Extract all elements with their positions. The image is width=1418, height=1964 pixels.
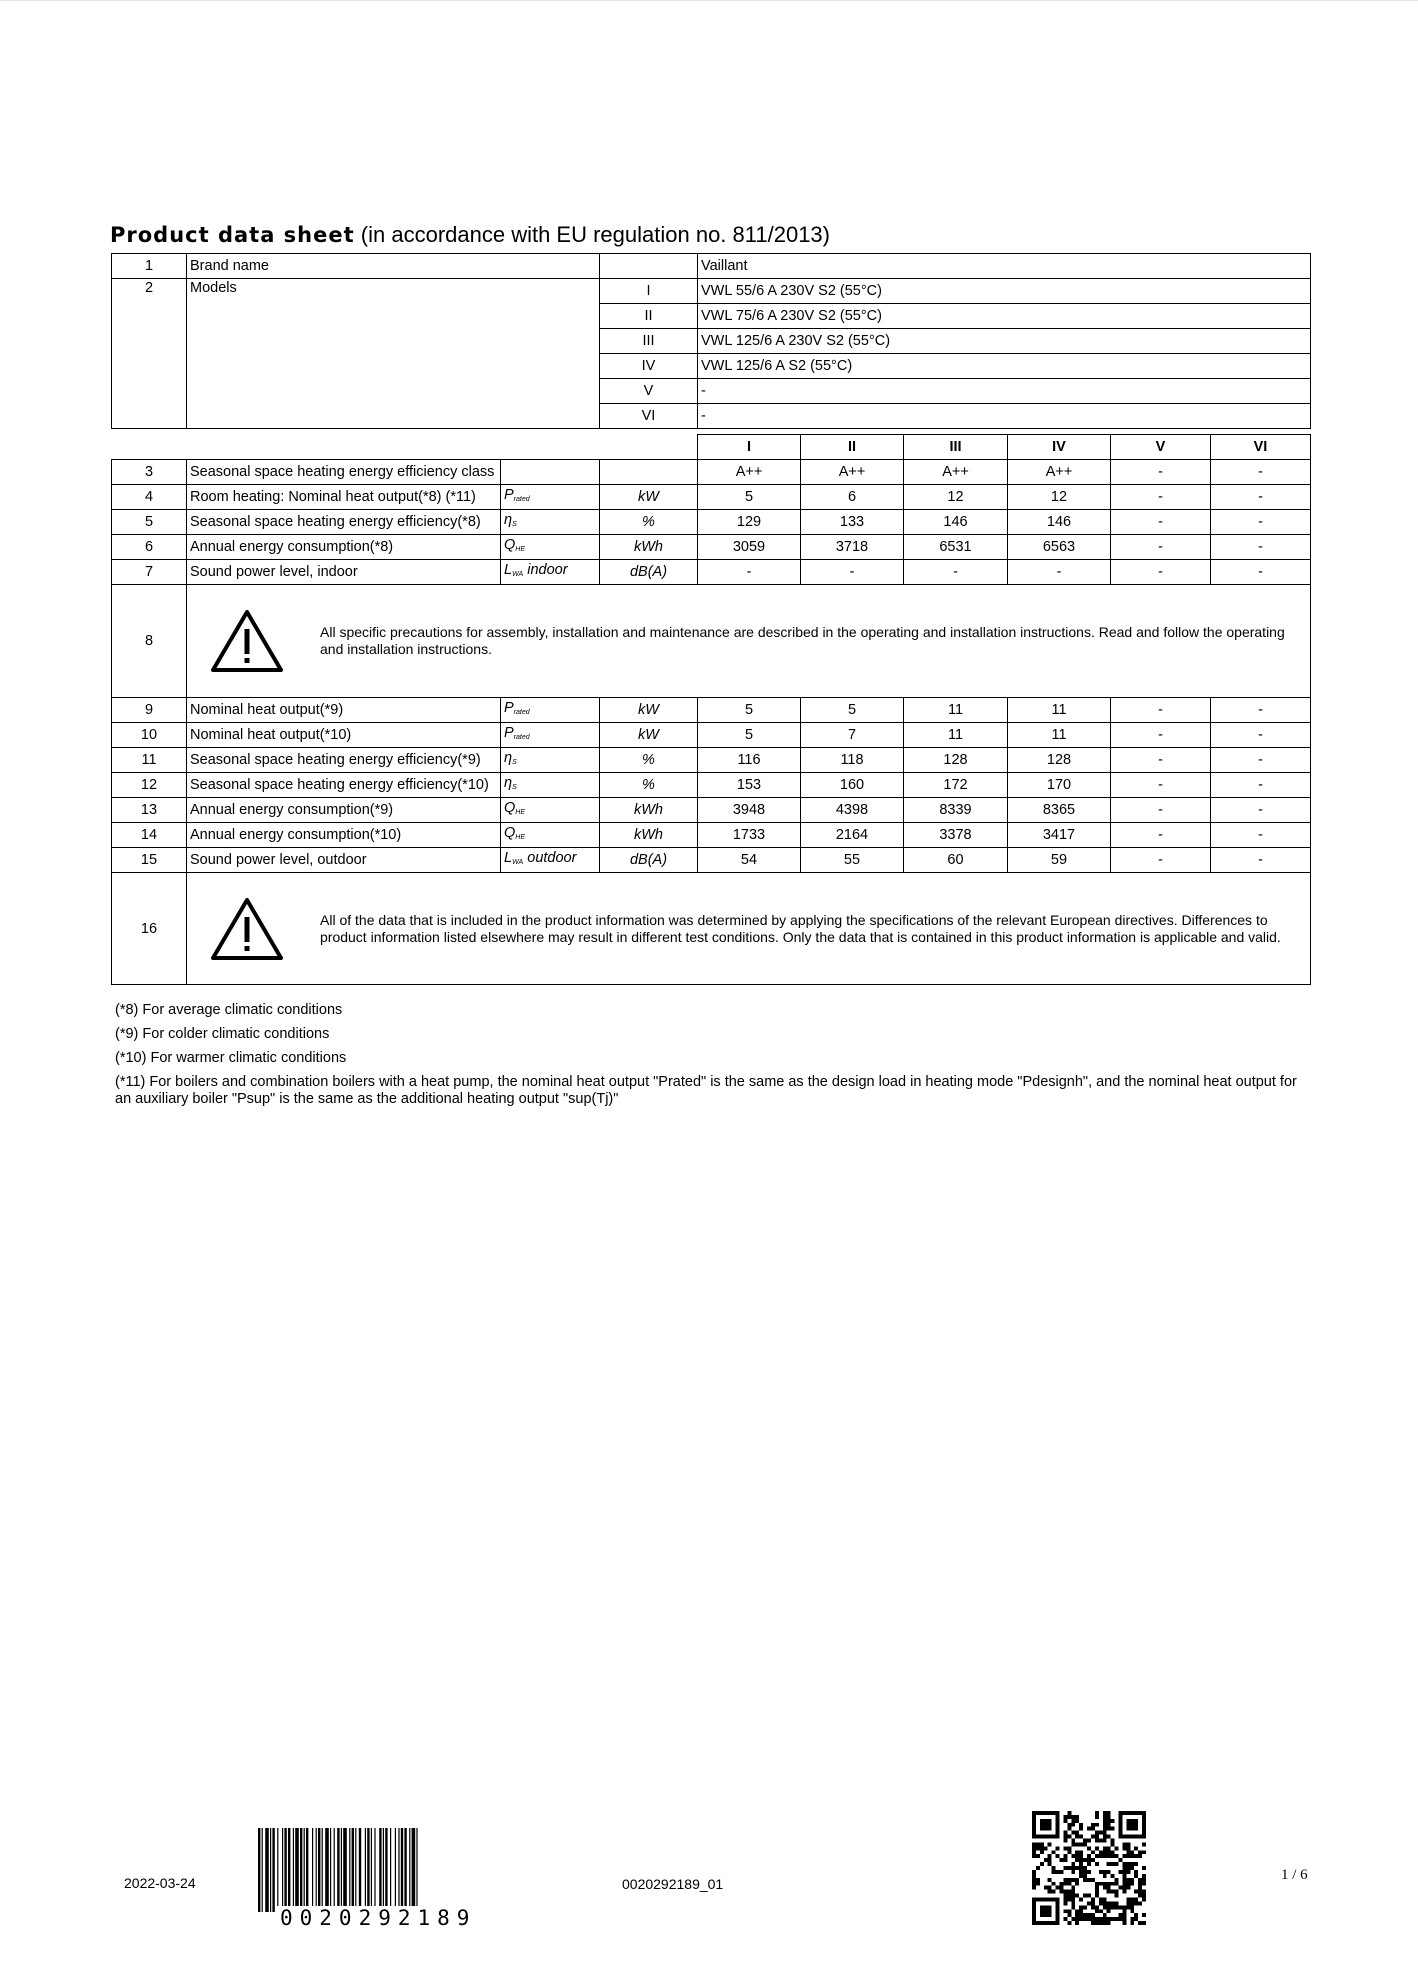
model-roman: IV — [600, 354, 698, 379]
symbol-cell — [501, 698, 600, 723]
symbol-subscript: HE — [515, 808, 526, 816]
top-divider — [0, 0, 1418, 1]
row-number: 14 — [112, 823, 187, 848]
model-name: VWL 125/6 A S2 (55°C) — [698, 354, 1311, 379]
title-sub: (in accordance with EU regulation no. 811/2013) — [360, 222, 830, 247]
model-name: VWL 55/6 A 230V S2 (55°C) — [698, 279, 1311, 304]
row-number: 6 — [112, 535, 187, 560]
row-label: Annual energy consumption(*10) — [187, 823, 501, 848]
blank-header — [501, 435, 600, 460]
value-cell: 12 — [1008, 485, 1111, 510]
value-cell: - — [1111, 748, 1211, 773]
value-cell: - — [1211, 748, 1311, 773]
model-roman: I — [600, 279, 698, 304]
row-number: 5 — [112, 510, 187, 535]
symbol-subscript: HE — [515, 545, 526, 553]
value-cell: - — [904, 560, 1008, 585]
row-label: Annual energy consumption(*9) — [187, 798, 501, 823]
row-number: 10 — [112, 723, 187, 748]
brand-models-table — [111, 253, 1311, 429]
model-name: VWL 75/6 A 230V S2 (55°C) — [698, 304, 1311, 329]
row-label: Room heating: Nominal heat output(*8) (*11) — [187, 485, 501, 510]
warning-triangle-icon — [210, 897, 284, 961]
table-row — [112, 773, 1311, 798]
value-cell: 60 — [904, 848, 1008, 873]
value-cell: 7 — [801, 723, 904, 748]
title-main: Product data sheet — [110, 223, 355, 247]
value-cell: 172 — [904, 773, 1008, 798]
value-cell: - — [1211, 698, 1311, 723]
symbol-subscript: S — [512, 783, 517, 791]
blank-header — [600, 435, 698, 460]
value-cell: 170 — [1008, 773, 1111, 798]
symbol: P — [504, 486, 514, 503]
unit-cell: kW — [600, 485, 698, 510]
symbol-subscript: rated — [513, 708, 530, 716]
symbol-cell — [501, 485, 600, 510]
footnote: (*8) For average climatic conditions — [115, 1002, 343, 1018]
row-label: Nominal heat output(*9) — [187, 698, 501, 723]
warning-row — [112, 873, 1311, 985]
symbol-cell — [501, 823, 600, 848]
value-cell: 11 — [904, 723, 1008, 748]
table-row — [112, 698, 1311, 723]
value-cell: 3718 — [801, 535, 904, 560]
symbol: Q — [504, 824, 516, 841]
value-cell: 128 — [904, 748, 1008, 773]
value-cell: - — [1211, 460, 1311, 485]
table-row — [112, 510, 1311, 535]
symbol-subscript: HE — [515, 833, 526, 841]
value-cell: A++ — [904, 460, 1008, 485]
barcode-icon — [258, 1828, 516, 1912]
symbol: P — [504, 699, 514, 716]
symbol-subscript: WA — [512, 570, 524, 578]
value-cell: 11 — [904, 698, 1008, 723]
value-cell: - — [1111, 723, 1211, 748]
row-number: 8 — [112, 585, 187, 698]
row-number: 4 — [112, 485, 187, 510]
value-cell: 8339 — [904, 798, 1008, 823]
value-cell: - — [1211, 773, 1311, 798]
symbol-cell — [501, 773, 600, 798]
symbol-cell — [501, 535, 600, 560]
value-cell: 6563 — [1008, 535, 1111, 560]
symbol: η — [504, 511, 513, 528]
row-number: 15 — [112, 848, 187, 873]
document-number: 0020292189_01 — [622, 1876, 724, 1892]
rows-group-a — [112, 460, 1311, 585]
value-cell: A++ — [801, 460, 904, 485]
value-cell: - — [1111, 823, 1211, 848]
value-cell: - — [1111, 773, 1211, 798]
warning-cell — [187, 585, 1311, 698]
value-cell: - — [698, 560, 801, 585]
value-cell: 54 — [698, 848, 801, 873]
value-cell: - — [1211, 723, 1311, 748]
unit-cell: % — [600, 510, 698, 535]
symbol-cell — [501, 798, 600, 823]
value-cell: 59 — [1008, 848, 1111, 873]
row-label: Seasonal space heating energy efficiency class — [187, 460, 501, 485]
symbol-cell — [501, 460, 600, 485]
column-header: VI — [1211, 435, 1311, 460]
value-cell: - — [1111, 510, 1211, 535]
value-cell: - — [1111, 848, 1211, 873]
symbol-suffix: outdoor — [523, 849, 577, 866]
symbol-suffix: indoor — [523, 561, 568, 578]
qr-code-icon — [1032, 1811, 1146, 1925]
symbol-subscript: rated — [513, 495, 530, 503]
model-roman: II — [600, 304, 698, 329]
unit-cell: kWh — [600, 823, 698, 848]
unit-cell: % — [600, 773, 698, 798]
row-number: 9 — [112, 698, 187, 723]
table-row — [112, 823, 1311, 848]
row-number: 7 — [112, 560, 187, 585]
value-cell: - — [1211, 485, 1311, 510]
symbol-cell — [501, 748, 600, 773]
row-label: Sound power level, indoor — [187, 560, 501, 585]
value-cell: - — [1111, 535, 1211, 560]
value-cell: 5 — [698, 698, 801, 723]
row-label: Brand name — [187, 254, 600, 279]
footnote: (*11) For boilers and combination boilers with a heat pump, the nominal heat output "Prated" is the same as the design load in heating mode "Pdesignh", and the nominal heat output for an auxiliary boiler "Psup" is the same as the additional heating output "sup(Tj)" — [115, 1074, 1297, 1107]
symbol-subscript: rated — [513, 733, 530, 741]
row-number: 2 — [112, 279, 187, 429]
model-roman: III — [600, 329, 698, 354]
table-row — [112, 748, 1311, 773]
data-table — [111, 434, 1311, 985]
symbol: P — [504, 724, 514, 741]
value-cell: 8365 — [1008, 798, 1111, 823]
value-cell: 146 — [1008, 510, 1111, 535]
unit-cell: kW — [600, 723, 698, 748]
value-cell: - — [1211, 798, 1311, 823]
table-row — [112, 485, 1311, 510]
table-row — [112, 560, 1311, 585]
symbol: Q — [504, 536, 516, 553]
value-cell: - — [1211, 823, 1311, 848]
warning-triangle-icon — [210, 609, 284, 673]
symbol-subscript: WA — [512, 858, 524, 866]
column-header: V — [1111, 435, 1211, 460]
unit-cell: % — [600, 748, 698, 773]
value-cell: 3059 — [698, 535, 801, 560]
value-cell: 6 — [801, 485, 904, 510]
value-cell: A++ — [698, 460, 801, 485]
footnote: (*10) For warmer climatic conditions — [115, 1050, 347, 1066]
value-cell: - — [1211, 560, 1311, 585]
value-cell: 5 — [698, 485, 801, 510]
column-header: III — [904, 435, 1008, 460]
row-label: Seasonal space heating energy efficiency(*9) — [187, 748, 501, 773]
model-name: VWL 125/6 A 230V S2 (55°C) — [698, 329, 1311, 354]
row-number: 3 — [112, 460, 187, 485]
row-number: 13 — [112, 798, 187, 823]
symbol-cell — [501, 723, 600, 748]
value-cell: 11 — [1008, 723, 1111, 748]
value-cell: - — [1008, 560, 1111, 585]
unit-cell: kWh — [600, 798, 698, 823]
barcode-number: 0020292189 — [276, 1906, 480, 1930]
value-cell: - — [1211, 848, 1311, 873]
symbol-cell — [501, 510, 600, 535]
value-cell: 153 — [698, 773, 801, 798]
row-number: 11 — [112, 748, 187, 773]
symbol: η — [504, 774, 513, 791]
column-header: I — [698, 435, 801, 460]
value-cell: 3378 — [904, 823, 1008, 848]
unit-cell: kW — [600, 698, 698, 723]
rows-group-b — [112, 698, 1311, 873]
warning-cell — [187, 873, 1311, 985]
column-header: II — [801, 435, 904, 460]
symbol-cell — [501, 560, 600, 585]
table-row — [112, 723, 1311, 748]
value-cell: 12 — [904, 485, 1008, 510]
table-row — [112, 460, 1311, 485]
unit-cell: dB(A) — [600, 848, 698, 873]
empty-cell — [600, 254, 698, 279]
row-label: Sound power level, outdoor — [187, 848, 501, 873]
model-roman: V — [600, 379, 698, 404]
value-cell: 4398 — [801, 798, 904, 823]
symbol: L — [504, 849, 513, 866]
table-row — [112, 535, 1311, 560]
value-cell: - — [1211, 510, 1311, 535]
value-cell: A++ — [1008, 460, 1111, 485]
row-number: 1 — [112, 254, 187, 279]
blank-header — [187, 435, 501, 460]
value-cell: 116 — [698, 748, 801, 773]
value-cell: - — [1111, 460, 1211, 485]
value-cell: 5 — [698, 723, 801, 748]
value-cell: 160 — [801, 773, 904, 798]
warning-row — [112, 585, 1311, 698]
symbol-subscript: S — [512, 520, 517, 528]
value-cell: - — [1111, 798, 1211, 823]
page-title — [110, 222, 830, 248]
value-cell: 3948 — [698, 798, 801, 823]
row-label: Models — [187, 279, 600, 429]
value-cell: 118 — [801, 748, 904, 773]
unit-cell — [600, 460, 698, 485]
symbol-subscript: S — [512, 758, 517, 766]
row-label: Seasonal space heating energy efficiency(*8) — [187, 510, 501, 535]
value-cell: 146 — [904, 510, 1008, 535]
model-roman: VI — [600, 404, 698, 429]
warning-text: All of the data that is included in the product information was determined by applying the specifications of the relevant European directives. Differences to product information listed elsewhere may result in different test conditions. Only the data that is contained in this product information is applicable and valid. — [320, 911, 1281, 945]
table-row — [112, 279, 1311, 304]
value-cell: 129 — [698, 510, 801, 535]
column-header: IV — [1008, 435, 1111, 460]
column-header-row — [112, 435, 1311, 460]
value-cell: - — [1111, 698, 1211, 723]
row-number: 12 — [112, 773, 187, 798]
model-name: - — [698, 379, 1311, 404]
row-label: Nominal heat output(*10) — [187, 723, 501, 748]
symbol: η — [504, 749, 513, 766]
value-cell: 6531 — [904, 535, 1008, 560]
value-cell: - — [1111, 485, 1211, 510]
blank-header — [112, 435, 187, 460]
value-cell: 11 — [1008, 698, 1111, 723]
symbol: L — [504, 561, 513, 578]
value-cell: - — [1111, 560, 1211, 585]
page-number: 1 / 6 — [1281, 1867, 1308, 1883]
print-date: 2022-03-24 — [124, 1875, 196, 1891]
value-cell: 5 — [801, 698, 904, 723]
table-row — [112, 254, 1311, 279]
footnotes — [115, 1002, 1315, 1115]
value-cell: 1733 — [698, 823, 801, 848]
unit-cell: dB(A) — [600, 560, 698, 585]
model-name: - — [698, 404, 1311, 429]
value-cell: 133 — [801, 510, 904, 535]
value-cell: 128 — [1008, 748, 1111, 773]
symbol-cell — [501, 848, 600, 873]
value-cell: 2164 — [801, 823, 904, 848]
value-cell: - — [801, 560, 904, 585]
unit-cell: kWh — [600, 535, 698, 560]
brand-value: Vaillant — [698, 254, 1311, 279]
value-cell: - — [1211, 535, 1311, 560]
row-label: Annual energy consumption(*8) — [187, 535, 501, 560]
value-cell: 3417 — [1008, 823, 1111, 848]
row-number: 16 — [112, 873, 187, 985]
value-cell: 55 — [801, 848, 904, 873]
footnote: (*9) For colder climatic conditions — [115, 1026, 330, 1042]
row-label: Seasonal space heating energy efficiency(*10) — [187, 773, 501, 798]
symbol: Q — [504, 799, 516, 816]
table-row — [112, 798, 1311, 823]
warning-text: All specific precautions for assembly, installation and maintenance are described in the operating and installation instructions. Read and follow the operating and installation instructions. — [320, 624, 1285, 657]
table-row — [112, 848, 1311, 873]
